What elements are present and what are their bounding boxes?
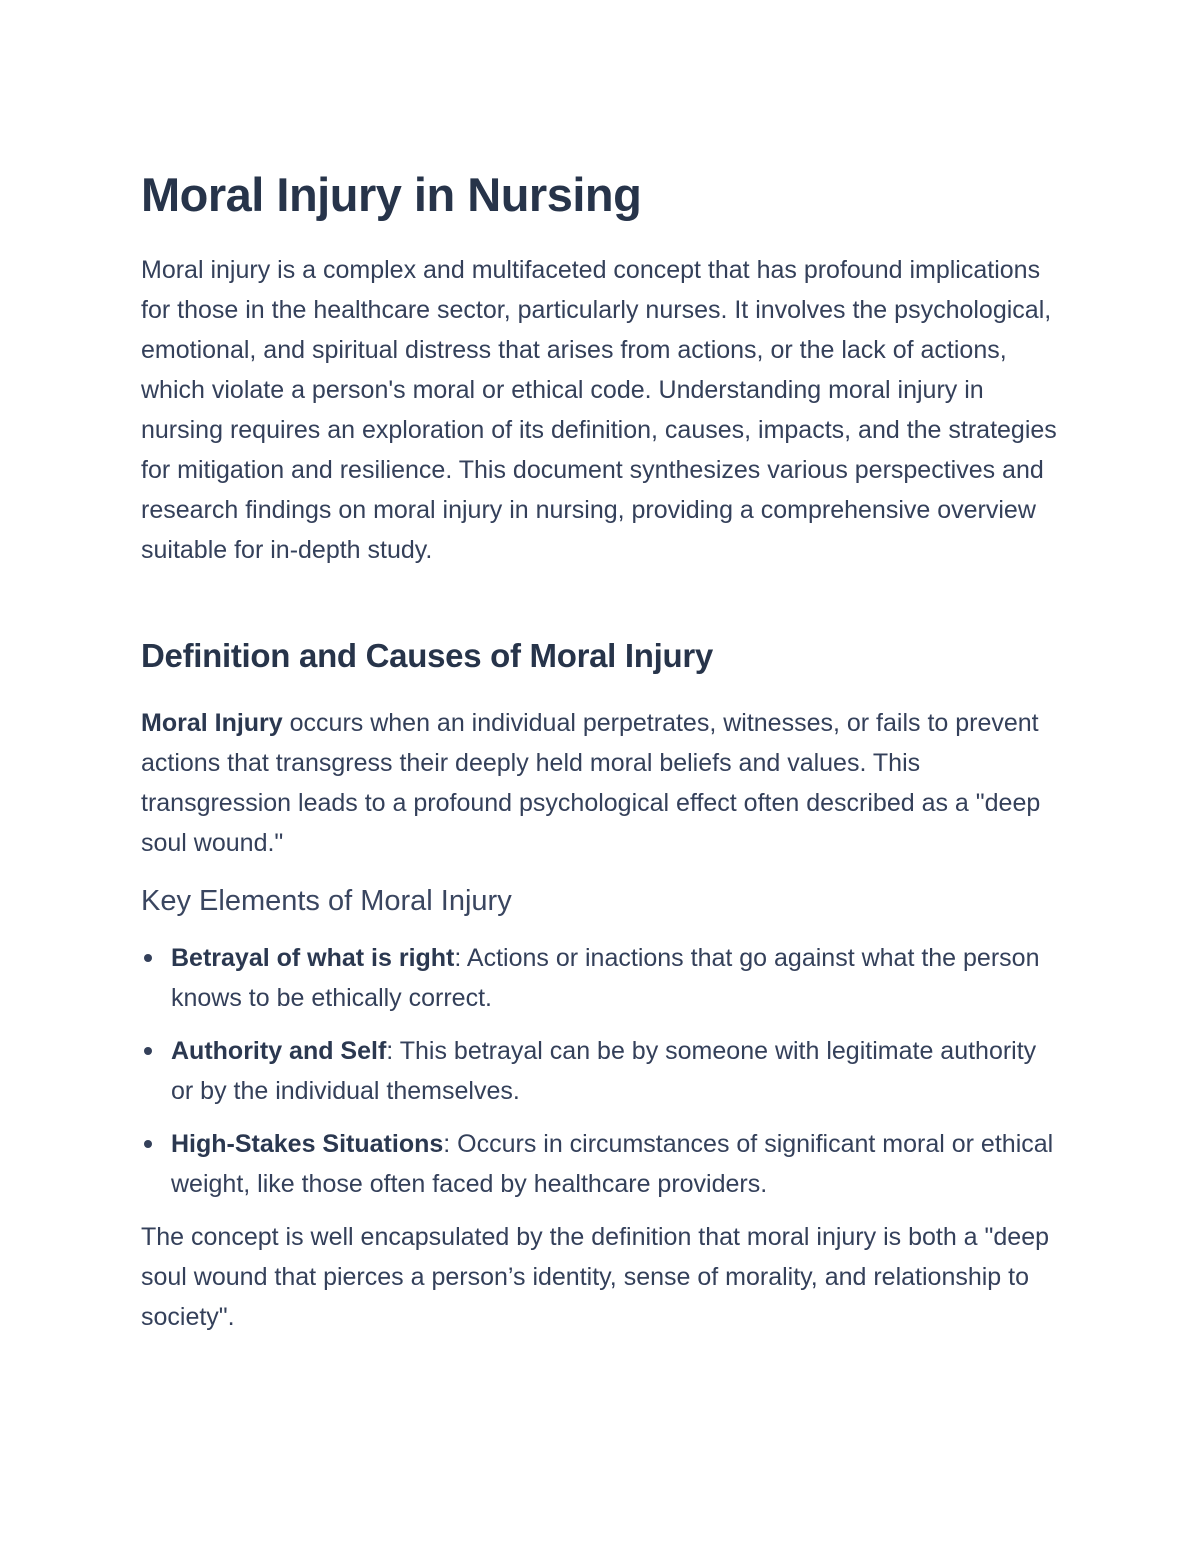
bullet-icon [144,1047,152,1055]
list-item-label: Authority and Self [171,1037,387,1065]
key-elements-list [141,938,1061,1217]
closing-paragraph: The concept is well encapsulated by the definition that moral injury is both a "deep soul wound that pierces a person’s identity, sense of morality, and relationship to society". [141,1223,1050,1331]
list-item [141,1124,1061,1204]
subsection-heading: Key Elements of Moral Injury [141,885,512,917]
definition-paragraph [141,703,1061,863]
list-item [141,938,1061,1018]
bullet-icon [144,954,152,962]
list-item-text: : This betrayal can be by someone with legitimate authority or by the individual themselves. [171,1037,1037,1105]
list-item-text: : Occurs in circumstances of significant moral or ethical weight, like those often faced by healthcare providers. [171,1130,1054,1198]
list-item-text: : Actions or inactions that go against what the person knows to be ethically correct. [171,944,1040,1012]
bullet-icon [144,1140,152,1148]
definition-term: Moral Injury [141,709,283,737]
section-heading: Definition and Causes of Moral Injury [141,637,713,674]
intro-paragraph: Moral injury is a complex and multifaceted concept that has profound implications for those in the healthcare sector, particularly nurses. It involves the psychological, emotional, and spiritual distress that arises from actions, or the lack of actions, which violate a person's moral or ethical code. Understanding moral injury in nursing requires an exploration of its definition, causes, impacts, and the strategies for mitigation and resilience. This document synthesizes various perspectives and research findings on moral injury in nursing, providing a comprehensive overview suitable for in-depth study. [141,256,1057,564]
list-item-label: Betrayal of what is right [171,944,455,972]
definition-text: occurs when an individual perpetrates, witnesses, or fails to prevent actions that transgress their deeply held moral beliefs and values. This transgression leads to a profound psychological effect often described as a "deep soul wound." [141,709,1041,857]
list-item [141,1031,1061,1111]
page-title: Moral Injury in Nursing [141,168,642,221]
list-item-label: High-Stakes Situations [171,1130,444,1158]
